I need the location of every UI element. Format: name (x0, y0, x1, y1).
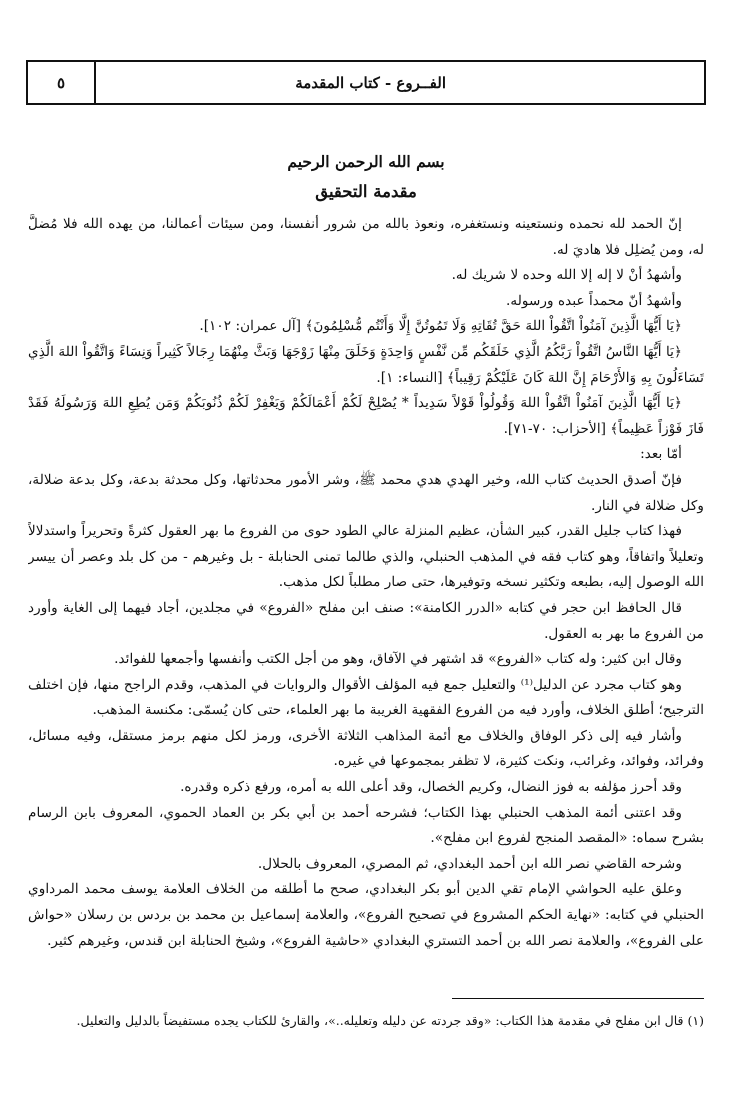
paragraph: قال الحافظ ابن حجر في كتابه «الدرر الكامنة»: صنف ابن مفلح «الفروع» في مجلدين، أجاد فيهما إلى الغاية وأورد من الفروع ما بهر به العقول. (28, 599, 704, 642)
paragraph: فهذا كتاب جليل القدر، كبير الشأن، عظيم المنزلة عالي الطود حوى من الفروع ما بهر العقول كثرةً وتحريراً واستدلالاً وتعليلاً واتفاقاً، وهو كتاب فقه في المذهب الحنبلي، والذي طالما تمنى الحنابلة - بل وغيرهم - من كل بلد وعصر أن ييسر الله الوصول إليه، بطبعه وتكثير نسخه وتوفيرها، حتى صار مطلباً لكل مذهب. (28, 523, 704, 591)
quran-verse: ﴿يَا أَيُّهَا الَّذِينَ آمَنُواْ اتَّقُواْ اللهَ حَقَّ تُقَاتِهِ وَلَا تَمُوتُنَّ إِلَّا وَأَنْتُم مُّسْلِمُونَ﴾ [آل عمران: ١٠٢]. (199, 318, 682, 335)
paragraph: وقد أحرز مؤلفه به فوز النضال، وكريم الخصال، وقد أعلى الله به أمره، ورفع ذكره وقدره. (180, 779, 682, 796)
footnote: (١) قال ابن مفلح في مقدمة هذا الكتاب: «وقد جردته عن دليله وتعليله..»، والقارئ للكتاب يجده مستفيضاً بالدليل والتعليل. (76, 1013, 704, 1028)
section-heading: مقدمة التحقيق (315, 182, 417, 201)
quran-verse: ﴿يَا أَيُّهَا الَّذِينَ آمَنُواْ اتَّقُواْ اللهَ وَقُولُواْ قَوْلاً سَدِيداً * يُصْلِحْ لَكُمْ أَعْمَالَكُمْ وَيَغْفِرْ لَكُمْ ذُنُوبَكُمْ وَمَن يُطِعِ اللهَ وَرَسُولَهُ فَقَدْ فَازَ فَوْزاً عَظِيماً﴾ [الأحزاب: ٧٠-٧١]. (28, 395, 704, 437)
paragraph: فإنّ أصدق الحديث كتاب الله، وخير الهدي هدي محمد ﷺ، وشر الأمور محدثاتها، وكل محدثة بدعة، وكل بدعة ضلالة، وكل ضلالة في النار. (28, 471, 704, 514)
paragraph: أمّا بعد: (640, 446, 682, 463)
body-text (28, 212, 704, 982)
paragraph: وأشهدُ أنّ محمداً عبده ورسوله. (506, 292, 682, 309)
footnote-divider (452, 998, 704, 999)
paragraph: وقد اعتنى أئمة المذهب الحنبلي بهذا الكتاب؛ فشرحه أحمد بن أبي بكر بن العماد الحموي، المعروف بابن الرسام بشرح سماه: «المقصد المنجح لفروع ابن مفلح». (28, 804, 704, 847)
paragraph: وعلق عليه الحواشي الإمام تقي الدين أبو بكر البغدادي، صحح ما أطلقه من الخلاف العلامة يوسف محمد المرداوي الحنبلي في كتابه: «نهاية الحكم المشروع في تصحيح الفروع»، والعلامة إسماعيل بن محمد بن بردس بن رسلان «حواش على الفروع»، والعلامة نصر الله بن أحمد التستري البغدادي «حاشية الفروع»، وشيخ الحنابلة ابن قندس، وغيرهم كثير. (28, 881, 704, 949)
quran-verse: ﴿يَا أَيُّهَا النَّاسُ اتَّقُواْ رَبَّكُمُ الَّذِي خَلَقَكُم مِّن نَّفْسٍ وَاحِدَةٍ وَخَلَقَ مِنْهَا زَوْجَهَا وَبَثَّ مِنْهُمَا رِجَالاً كَثِيراً وَنِسَاءً وَاتَّقُواْ اللهَ الَّذِي تَسَاءَلُونَ بِهِ وَالأَرْحَامَ إِنَّ اللهَ كَانَ عَلَيْكُمْ رَقِيباً﴾ [النساء: ١]. (28, 343, 704, 386)
basmala: بسم الله الرحمن الرحيم (287, 152, 445, 171)
paragraph: وأشار فيه إلى ذكر الوفاق والخلاف مع أئمة المذاهب الثلاثة الأخرى، ورمز لكل منهم برمز مستقل، وفيه مسائل، وفرائد، وفوائد، وغرائب، ونكت كثيرة، لا تظفر بمجموعها في غيره. (28, 727, 704, 770)
page-number: ٥ (28, 62, 96, 103)
paragraph: وشرحه القاضي نصر الله ابن أحمد البغدادي، ثم المصري، المعروف بالحلال. (257, 855, 682, 872)
paragraph: وأشهدُ أنْ لا إله إلا الله وحده لا شريك له. (451, 267, 682, 284)
running-header (26, 60, 706, 105)
paragraph: وهو كتاب مجرد عن الدليل⁽¹⁾ والتعليل جمع فيه المؤلف الأقوال والروايات في المذهب، وقدم الراجح منها، فإن اختلف الترجيح؛ أطلق الخلاف، وأورد فيه من الفروع الفقهية الغريبة ما بهر العلماء، حتى كان يُسمّى: مكنسة المذهب. (28, 676, 704, 719)
running-header-title: الفــروع - كتاب المقدمة (295, 73, 446, 92)
paragraph: وقال ابن كثير: وله كتاب «الفروع» قد اشتهر في الآفاق، وهو من أجل الكتب وأنفسها وأجمعها للفوائد. (114, 651, 682, 668)
paragraph: إنّ الحمد لله نحمده ونستعينه ونستغفره، ونعوذ بالله من شرور أنفسنا، ومن سيئات أعمالنا، من يهده الله فلا مُضلَّ له، ومن يُضلِل فلا هاديَ له. (28, 216, 704, 258)
